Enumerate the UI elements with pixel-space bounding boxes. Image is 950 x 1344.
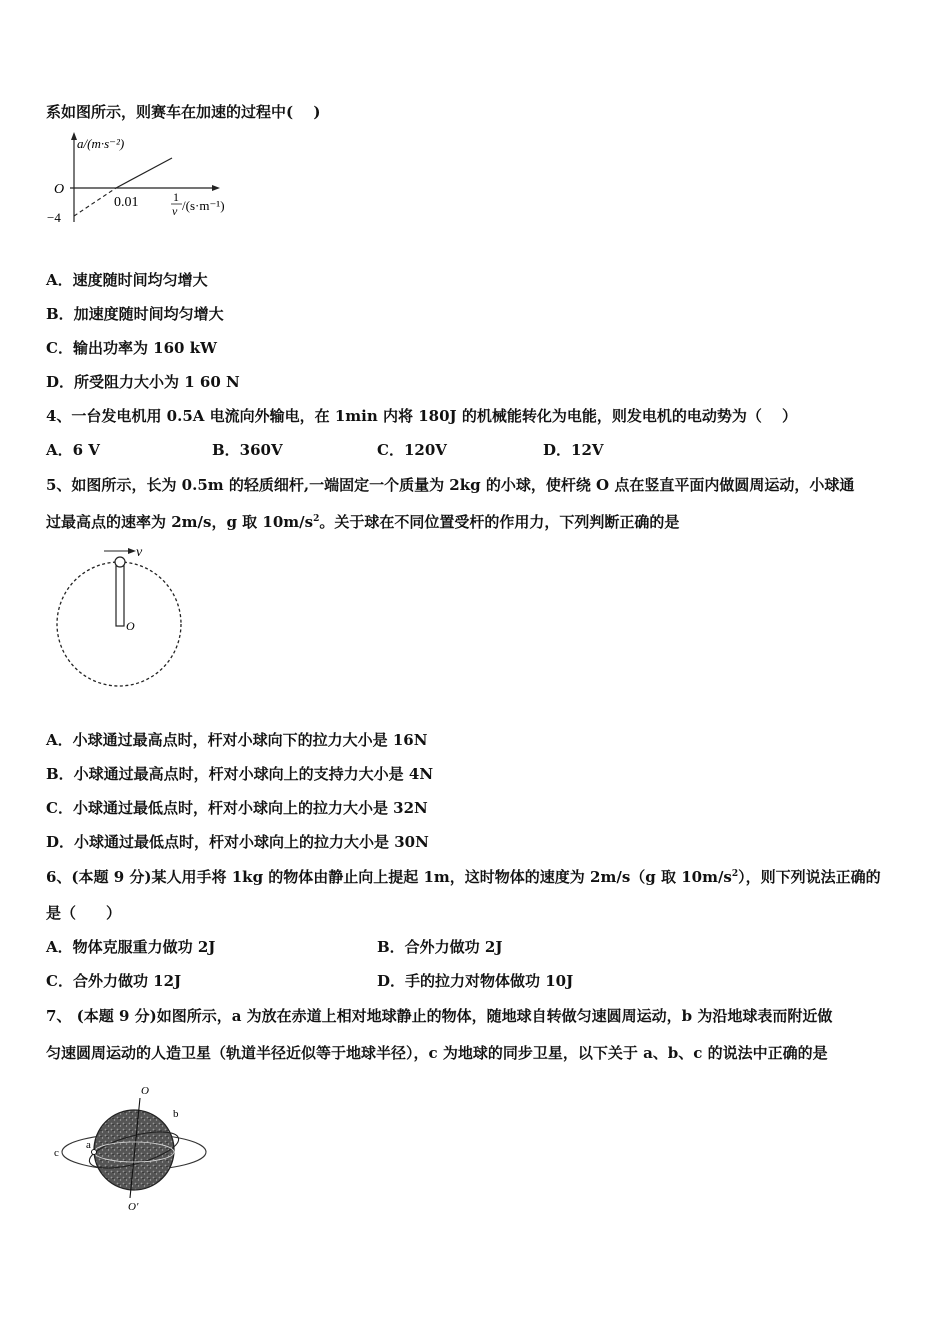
q7-label-b: b	[173, 1108, 179, 1120]
q4-option-d[interactable]: D．12V	[543, 441, 604, 459]
q5-option-d[interactable]: D．小球通过最低点时，杆对小球向上的拉力大小是 30N	[46, 833, 429, 851]
q3-x-label-den: v	[172, 204, 178, 218]
q4-stem: 4、一台发电机用 0.5A 电流向外输电，在 1min 内将 180J 的机械能转化为电能，则发电机的电动势为（ ）	[46, 407, 798, 425]
q5-ball	[115, 557, 125, 567]
q7-label-a: a	[86, 1139, 91, 1151]
q7-label-top: O	[141, 1085, 149, 1097]
q3-x-label-unit: /(s·m⁻¹)	[182, 198, 225, 213]
q3-option-a[interactable]: A．速度随时间均匀增大	[46, 271, 208, 289]
q6-option-b[interactable]: B．合外力做功 2J	[377, 938, 503, 956]
q3-graph-dashed-line	[74, 188, 116, 216]
q3-graph	[40, 130, 250, 230]
q4-option-b[interactable]: B．360V	[212, 441, 283, 459]
q3-origin-label: O	[54, 182, 65, 197]
q3-option-c[interactable]: C．输出功率为 160 kW	[46, 339, 217, 357]
q6-option-a[interactable]: A．物体克服重力做功 2J	[46, 938, 216, 956]
q3-option-b[interactable]: B．加速度随时间均匀增大	[46, 305, 224, 323]
q7-earth-figure	[50, 1080, 220, 1220]
q7-label-c: c	[54, 1147, 59, 1159]
q3-x-label-num: 1	[173, 190, 179, 204]
q3-graph-solid-line	[116, 158, 172, 188]
q6-stem-line1: 6、(本题 9 分)某人用手将 1kg 的物体由静止向上提起 1m，这时物体的速度为 2m/s（g 取 $10m/s^2$），则下列说法正确的	[46, 868, 881, 886]
q7-label-bottom: O′	[128, 1201, 139, 1213]
q5-rod	[116, 566, 124, 626]
q3-x-intercept-label: 0.01	[114, 195, 139, 210]
q5-stem-line2: 过最高点的速率为 2m/s，g 取 $10m/s^2$。关于球在不同位置受杆的作用力，下列判断正确的是	[46, 513, 680, 531]
q7-earth	[94, 1110, 174, 1190]
q5-center-label: O	[126, 619, 135, 633]
q3-y-axis-label: a/(m·s⁻²)	[77, 136, 125, 151]
q6-stem-line2: 是（ ）	[46, 904, 122, 922]
q7-stem-line1: 7、 (本题 9 分)如图所示，a 为放在赤道上相对地球静止的物体，随地球自转做匀速圆周运动，b 为沿地球表而附近做	[46, 1007, 833, 1025]
q3-option-d[interactable]: D．所受阻力大小为 1 60 N	[46, 373, 240, 391]
q7-stem-line2: 匀速圆周运动的人造卫星（轨道半径近似等于地球半径），c 为地球的同步卫星，以下关于 a、b、c 的说法中正确的是	[46, 1044, 828, 1062]
q5-option-c[interactable]: C．小球通过最低点时，杆对小球向上的拉力大小是 32N	[46, 799, 428, 817]
q4-option-c[interactable]: C．120V	[377, 441, 447, 459]
q6-option-c[interactable]: C．合外力做功 12J	[46, 972, 182, 990]
q5-option-a[interactable]: A．小球通过最高点时，杆对小球向下的拉力大小是 16N	[46, 731, 428, 749]
q5-stem-line1: 5、如图所示，长为 0.5m 的轻质细杆,一端固定一个质量为 2kg 的小球，使杆绕 O 点在竖直平面内做圆周运动，小球通	[46, 476, 855, 494]
q5-figure	[50, 540, 190, 690]
q5-velocity-label: v	[136, 545, 143, 560]
q7-object-a	[92, 1150, 97, 1155]
q3-stem: 系如图所示，则赛车在加速的过程中( )	[46, 103, 321, 121]
q4-option-a[interactable]: A．6 V	[46, 441, 100, 459]
q5-option-b[interactable]: B．小球通过最高点时，杆对小球向上的支持力大小是 4N	[46, 765, 434, 783]
q6-option-d[interactable]: D．手的拉力对物体做功 10J	[377, 972, 574, 990]
q3-y-intercept-label: −4	[47, 210, 61, 225]
